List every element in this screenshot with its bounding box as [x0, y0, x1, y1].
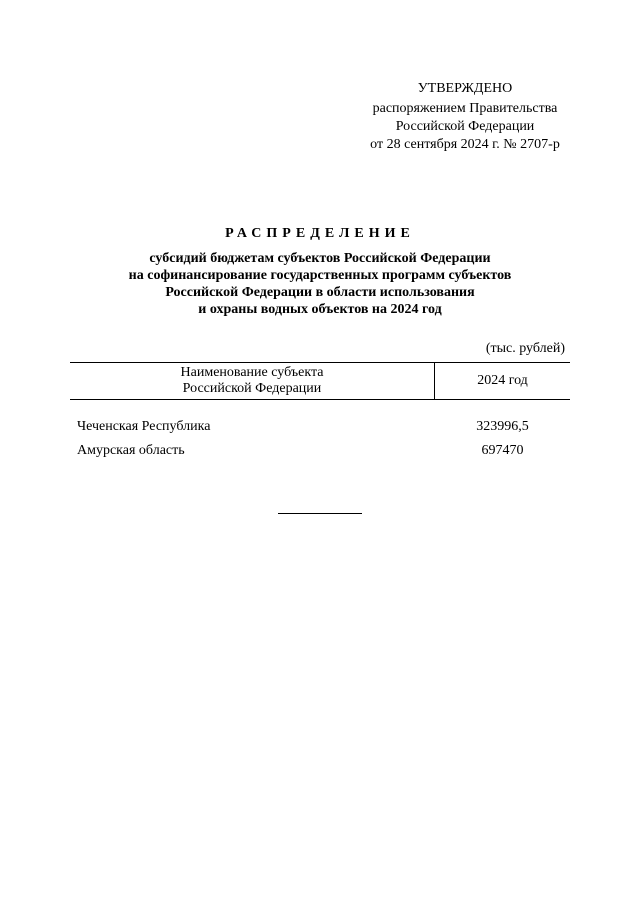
document-title: РАСПРЕДЕЛЕНИЕ: [225, 226, 415, 241]
row-value: 697470: [481, 443, 524, 458]
subtitle-line-2: на софинансирование государственных программ субъектов: [128, 268, 512, 283]
table-row: [70, 415, 570, 439]
header-subject-line-2: Российской Федерации: [182, 381, 322, 396]
approval-line-1: распоряжением Правительства: [372, 101, 558, 116]
header-year: 2024 год: [477, 373, 528, 388]
approval-line-2: Российской Федерации: [395, 119, 535, 134]
document-subtitle: [60, 250, 580, 318]
approval-block: [330, 80, 600, 154]
table-row: [70, 439, 570, 463]
end-divider: [278, 513, 362, 514]
units-label: (тыс. рублей): [485, 341, 565, 356]
table-header: [70, 362, 570, 400]
row-value: 323996,5: [476, 419, 529, 434]
row-subject-name: Амурская область: [77, 443, 185, 458]
row-subject-name: Чеченская Республика: [77, 419, 211, 434]
header-subject-line-1: Наименование субъекта: [180, 365, 324, 380]
table-body: [70, 415, 570, 463]
subtitle-line-4: и охраны водных объектов на 2024 год: [198, 302, 442, 317]
approval-title: УТВЕРЖДЕНО: [417, 81, 513, 96]
subtitle-line-1: субсидий бюджетам субъектов Российской Федерации: [149, 251, 491, 266]
header-subject: [70, 363, 435, 399]
approval-line-3: от 28 сентября 2024 г. № 2707-р: [370, 137, 560, 152]
subtitle-line-3: Российской Федерации в области использования: [165, 285, 475, 300]
